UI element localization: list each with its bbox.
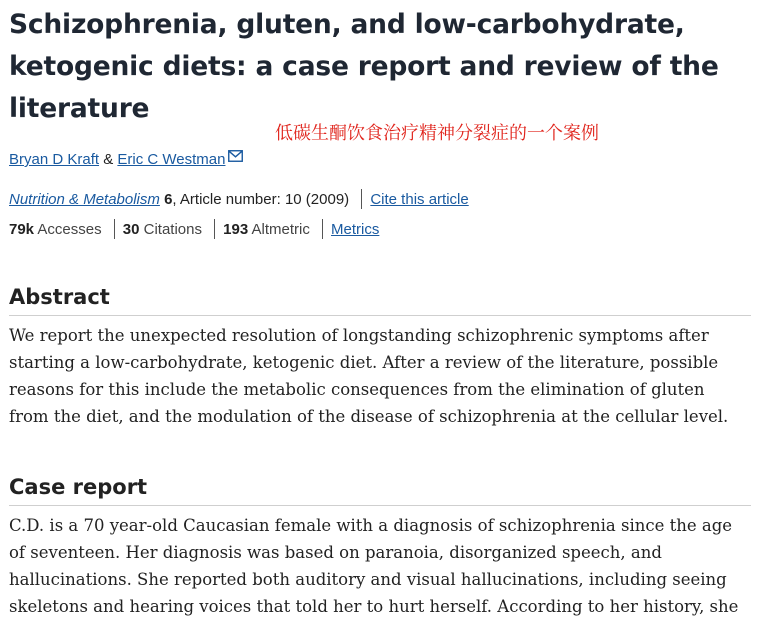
article-title-line: ketogenic diets: a case report and review of the xyxy=(9,51,719,82)
case-report-heading: Case report xyxy=(9,473,751,506)
author-list xyxy=(9,150,243,170)
journal-name-link[interactable]: Nutrition & Metabolism xyxy=(9,191,160,208)
divider xyxy=(322,219,323,239)
article-metrics xyxy=(9,220,379,240)
abstract-heading: Abstract xyxy=(9,283,751,316)
author-connector: & xyxy=(103,151,114,168)
altmetric-count: 193 xyxy=(223,221,249,238)
abstract-line: reasons for this include the metabolic consequences from the elimination of gluten xyxy=(9,380,705,399)
divider xyxy=(214,219,215,239)
case-report-body xyxy=(9,512,757,620)
abstract-line: from the diet, and the modulation of the disease of schizophrenia at the cellular level. xyxy=(9,407,729,426)
accesses-label: Accesses xyxy=(37,221,102,238)
article-number: , Article number: 10 (2009) xyxy=(172,191,350,208)
divider xyxy=(114,219,115,239)
citations-label: Citations xyxy=(143,221,202,238)
case-report-line: C.D. is a 70 year-old Caucasian female with a diagnosis of schizophrenia since the age xyxy=(9,516,733,535)
envelope-icon[interactable] xyxy=(228,148,243,168)
article-title-line: literature xyxy=(9,93,150,124)
cite-this-article-link[interactable]: Cite this article xyxy=(370,191,469,208)
metrics-link[interactable]: Metrics xyxy=(331,221,380,238)
journal-volume: 6 xyxy=(164,191,173,208)
abstract-line: We report the unexpected resolution of longstanding schizophrenic symptoms after xyxy=(9,326,709,345)
case-report-line: hallucinations. She reported both auditory and visual hallucinations, including seeing xyxy=(9,570,727,589)
altmetric-label: Altmetric xyxy=(251,221,310,238)
author-link-westman[interactable]: Eric C Westman xyxy=(117,151,226,168)
divider xyxy=(361,189,362,209)
article-title-line: Schizophrenia, gluten, and low-carbohydrate, xyxy=(9,9,685,40)
journal-info xyxy=(9,190,469,210)
citations-count: 30 xyxy=(122,221,140,238)
abstract-body xyxy=(9,322,757,430)
case-report-line: skeletons and hearing voices that told her to hurt herself. According to her history, she xyxy=(9,597,739,616)
accesses-count: 79k xyxy=(9,221,35,238)
article-title xyxy=(9,4,719,130)
abstract-line: starting a low-carbohydrate, ketogenic diet. After a review of the literature, possible xyxy=(9,353,719,372)
chinese-annotation: 低碳生酮饮食治疗精神分裂症的一个案例 xyxy=(275,123,599,144)
author-link-kraft[interactable]: Bryan D Kraft xyxy=(9,151,100,168)
case-report-line: of seventeen. Her diagnosis was based on paranoia, disorganized speech, and xyxy=(9,543,662,562)
